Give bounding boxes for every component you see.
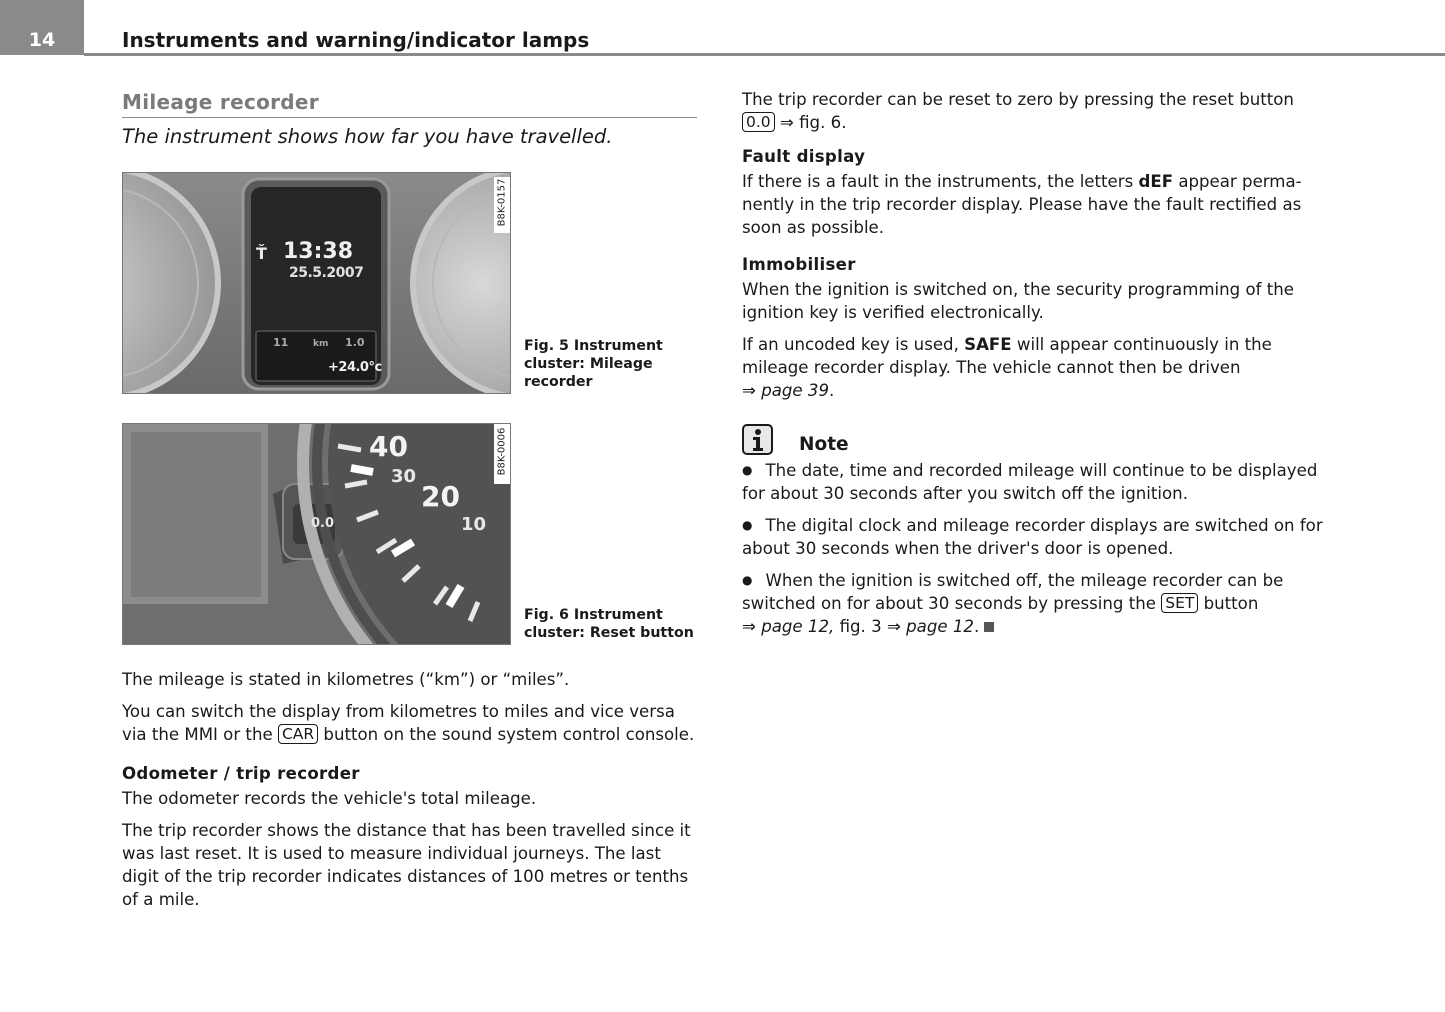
- section-title: Mileage recorder: [122, 90, 697, 118]
- text-run: button: [1198, 594, 1259, 613]
- paragraph-switch-units: [122, 700, 697, 746]
- fault-code: dEF: [1138, 172, 1174, 191]
- figure-6-caption: [524, 606, 699, 642]
- paragraph-trip-recorder: The trip recorder shows the distance that has been travelled since it was last reset. It is used to measure individual journeys. The last digit of the trip recorder indicates distances of 100 metres or tenths of a mile.: [122, 821, 691, 909]
- reset-button-label: 0.0: [311, 516, 335, 531]
- figure-5-image: [122, 172, 511, 394]
- text-run: The trip recorder can be reset to zero by pressing the reset button: [742, 90, 1294, 109]
- paragraph-reset: [742, 88, 1327, 134]
- cluster-clock: 13:38: [283, 239, 354, 264]
- note-item-3: [742, 569, 1327, 638]
- header-rule: [84, 53, 1445, 56]
- page-number: 14: [28, 29, 56, 51]
- figure-5-caption: [524, 337, 699, 391]
- text-run: button on the sound system control console.: [318, 725, 695, 744]
- right-column: [742, 88, 1327, 647]
- page-number-tab: [0, 0, 84, 55]
- figure-5-caption-line: recorder: [524, 374, 593, 390]
- text-run: The date, time and recorded mileage will continue to be displayed for about 30 seconds after you switch off the ignition.: [742, 461, 1318, 503]
- ref-arrow: ⇒: [742, 617, 762, 636]
- text-run: .: [973, 617, 980, 636]
- text-run: ⇒ fig. 6.: [774, 113, 847, 132]
- left-column: [122, 88, 697, 920]
- text-run: will appear continuously in the mileage recorder display. The vehicle cannot then be driven: [742, 335, 1272, 377]
- info-icon: [742, 424, 773, 455]
- text-run: When the ignition is switched off, the mileage recorder can be switched on for about 30 seconds by pressing the: [742, 571, 1284, 613]
- text-run: .: [829, 381, 835, 400]
- cluster-odo-unit: km: [313, 339, 329, 349]
- gauge-label-10: 10: [461, 514, 487, 535]
- figure-6-code-box: [494, 424, 510, 484]
- note-item-1: [742, 459, 1327, 505]
- ref-arrow: ⇒: [742, 381, 762, 400]
- reset-key: 0.0: [742, 112, 775, 132]
- text-run: You can switch the display from kilometres to miles and vice versa via the MMI or the: [122, 702, 675, 744]
- gauge-label-40: 40: [369, 430, 408, 463]
- car-key: CAR: [278, 724, 318, 744]
- cluster-date: 25.5.2007: [289, 265, 364, 281]
- paragraph-immobiliser-2: [742, 333, 1327, 402]
- paragraph-immobiliser-1: When the ignition is switched on, the security programming of the ignition key is verified electronically.: [742, 280, 1294, 322]
- paragraph-odometer: The odometer records the vehicle's total mileage.: [122, 789, 537, 808]
- text-run: If there is a fault in the instruments, the letters: [742, 172, 1139, 191]
- page-reference-link[interactable]: page 12,: [761, 617, 835, 636]
- gauge-label-30: 30: [391, 466, 417, 487]
- paragraph-fault: [742, 170, 1327, 239]
- figure-5: [122, 172, 697, 392]
- figure-5-caption-line: Fig. 5 Instrument: [524, 338, 663, 354]
- figure-6-image: [122, 423, 511, 645]
- text-run: The digital clock and mileage recorder displays are switched on for about 30 seconds when the driver's door is opened.: [742, 516, 1323, 558]
- cluster-odo-left: 11: [273, 336, 289, 349]
- page-reference-link[interactable]: page 39: [761, 381, 830, 400]
- figure-5-caption-line: cluster: Mileage: [524, 356, 653, 372]
- text-run: appear perma-nently in the trip recorder display. Please have the fault rectified as soon as possible.: [742, 172, 1302, 237]
- figure-6-caption-line: cluster: Reset button: [524, 625, 694, 641]
- safe-code: SAFE: [964, 335, 1012, 354]
- note-item-2: [742, 514, 1327, 560]
- cluster-temperature: +24.0°c: [328, 360, 382, 375]
- text-run: fig. 3 ⇒: [834, 617, 907, 636]
- end-of-section-mark: [984, 622, 994, 632]
- chapter-title: Instruments and warning/indicator lamps: [122, 28, 590, 52]
- page-reference-link[interactable]: page 12: [906, 617, 974, 636]
- cluster-odo-right: 1.0: [345, 336, 365, 349]
- figure-6-caption-line: Fig. 6 Instrument: [524, 607, 663, 623]
- figure-6-code: B8K-0006: [496, 427, 508, 476]
- heading-immobiliser: Immobiliser: [742, 255, 856, 274]
- note-header: [742, 424, 1327, 455]
- figure-5-code-box: [494, 177, 510, 233]
- paragraph-units: The mileage is stated in kilometres (“km”) or “miles”.: [122, 670, 570, 689]
- section-lead: The instrument shows how far you have travelled.: [122, 125, 613, 148]
- svg-text:Ť: Ť: [256, 244, 267, 263]
- set-key: SET: [1161, 593, 1198, 613]
- gauge-label-20: 20: [421, 480, 460, 513]
- heading-odometer: Odometer / trip recorder: [122, 764, 360, 783]
- heading-fault-display: Fault display: [742, 147, 866, 166]
- figure-5-code: B8K-0157: [496, 178, 508, 227]
- note-title: Note: [799, 434, 849, 455]
- text-run: If an uncoded key is used,: [742, 335, 965, 354]
- figure-6: [122, 423, 697, 643]
